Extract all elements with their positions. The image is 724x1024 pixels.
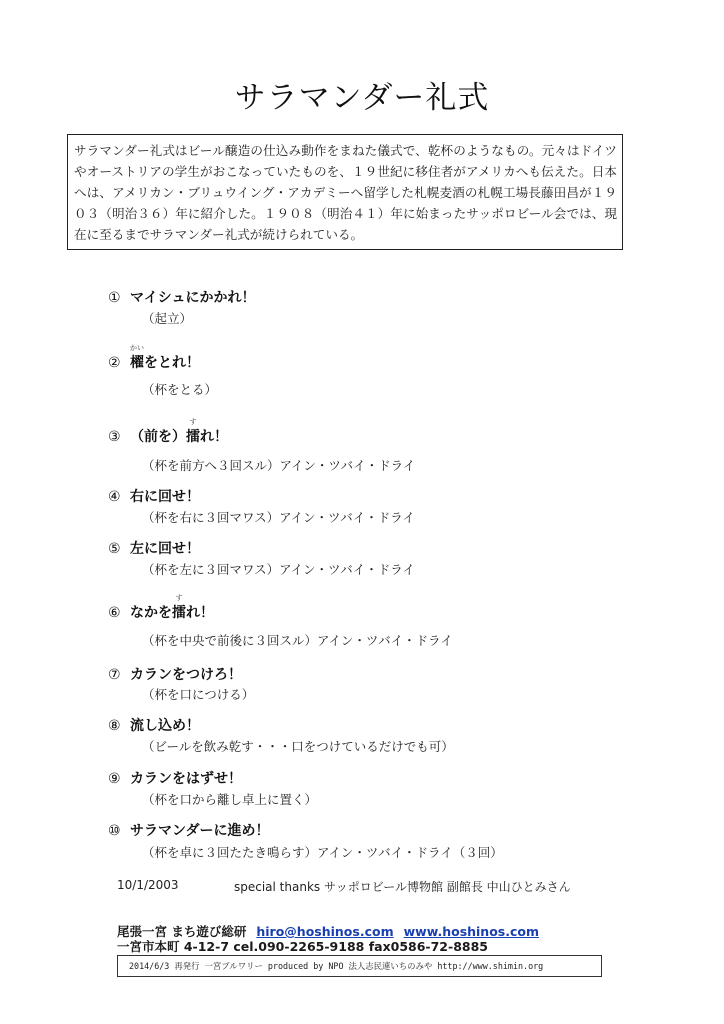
command-3-description: （杯を前方へ３回スル）アイン・ツバイ・ドライ — [142, 458, 416, 473]
command-6 — [108, 594, 214, 622]
command-number: ⑥ — [108, 605, 121, 621]
command-number: ⑩ — [108, 823, 121, 839]
website-link[interactable]: www.hoshinos.com — [403, 924, 540, 939]
command-4 — [108, 486, 200, 506]
command-7-description: （杯を口につける） — [142, 687, 255, 702]
command-3 — [108, 418, 228, 446]
command-text: をとれ！ — [144, 355, 200, 371]
command-10 — [108, 820, 269, 840]
ruby-base: 擂 — [172, 605, 186, 621]
command-text-suffix: れ！ — [186, 605, 214, 621]
command-number: ⑧ — [108, 718, 121, 734]
command-number: ② — [108, 355, 121, 371]
command-9 — [108, 768, 242, 788]
command-text: 左に回せ！ — [130, 541, 200, 557]
page-title: サラマンダー礼式 — [234, 80, 490, 116]
ruby-reading: す — [175, 594, 183, 602]
command-10-description: （杯を卓に３回たたき鳴らす）アイン・ツバイ・ドライ（３回） — [142, 845, 503, 860]
credit-line — [117, 878, 571, 894]
command-number: ① — [108, 290, 121, 306]
command-number: ⑨ — [108, 771, 121, 787]
command-4-description: （杯を右に３回マワス）アイン・ツバイ・ドライ — [142, 510, 415, 525]
command-text: マイシュにかかれ！ — [130, 290, 256, 306]
ruby-word — [172, 594, 186, 622]
command-text-suffix: れ！ — [200, 429, 228, 445]
command-9-description: （杯を口から離し卓上に置く） — [142, 792, 318, 807]
command-text: なかを — [130, 605, 172, 621]
footer-box — [117, 955, 602, 977]
credit-date: 10/1/2003 — [117, 878, 179, 892]
email-link[interactable]: hiro@hoshinos.com — [256, 924, 394, 939]
command-text: （前を） — [130, 429, 186, 445]
ruby-reading: かい — [130, 344, 144, 352]
command-8 — [108, 715, 200, 735]
intro-box — [67, 134, 623, 250]
intro-text: サラマンダー礼式はビール醸造の仕込み動作をまねた儀式で、乾杯のようなもの。元々はドイツやオーストリアの学生がおこなっていたものを、１９世紀に移住者がアメリカへも伝えた。日本へは、アメリカン・ブリュウイング・アカデミーへ留学した札幌麦酒の札幌工場長藤田昌が１９０３（明治３６）年に紹介した。１９０８（明治４１）年に始まったサッポロビール会では、現在に至るまでサラマンダー礼式が続けられている。 — [74, 143, 617, 242]
organization-name: 尾張一宮 まち遊び総研 — [117, 924, 247, 939]
command-7 — [108, 664, 242, 684]
ruby-base: 擂 — [186, 429, 200, 445]
command-text: カランをつけろ！ — [130, 667, 242, 683]
contact-address-line: 一宮市本町 4-12-7 cel.090-2265-9188 fax0586-72-8885 — [117, 939, 488, 954]
command-number: ③ — [108, 429, 121, 445]
ruby-word — [130, 344, 144, 372]
command-6-description: （杯を中央で前後に３回スル）アイン・ツバイ・ドライ — [142, 633, 453, 648]
command-number: ⑦ — [108, 667, 121, 683]
command-2 — [108, 344, 200, 372]
footer-text: 2014/6/3 再発行 一宮ブルワリー produced by NPO 法人志民連いちのみや http://www.shimin.org — [129, 961, 544, 971]
command-5 — [108, 538, 200, 558]
special-thanks: special thanks サッポロビール博物館 副館長 中山ひとみさん — [234, 880, 571, 894]
command-text: カランをはずせ！ — [130, 771, 242, 787]
ruby-word — [186, 418, 200, 446]
command-1-description: （起立） — [142, 311, 193, 326]
command-text: サラマンダーに進め！ — [130, 823, 270, 839]
ruby-base: 櫂 — [130, 355, 144, 371]
command-number: ⑤ — [108, 541, 121, 557]
command-1 — [108, 287, 255, 307]
command-5-description: （杯を左に３回マワス）アイン・ツバイ・ドライ — [142, 562, 415, 577]
command-number: ④ — [108, 489, 121, 505]
ruby-reading: す — [189, 418, 197, 426]
command-text: 流し込め！ — [130, 718, 200, 734]
command-text: 右に回せ！ — [130, 489, 200, 505]
command-2-description: （杯をとる） — [142, 382, 218, 397]
command-8-description: （ビールを飲み乾す・・・口をつけているだけでも可） — [142, 739, 454, 754]
